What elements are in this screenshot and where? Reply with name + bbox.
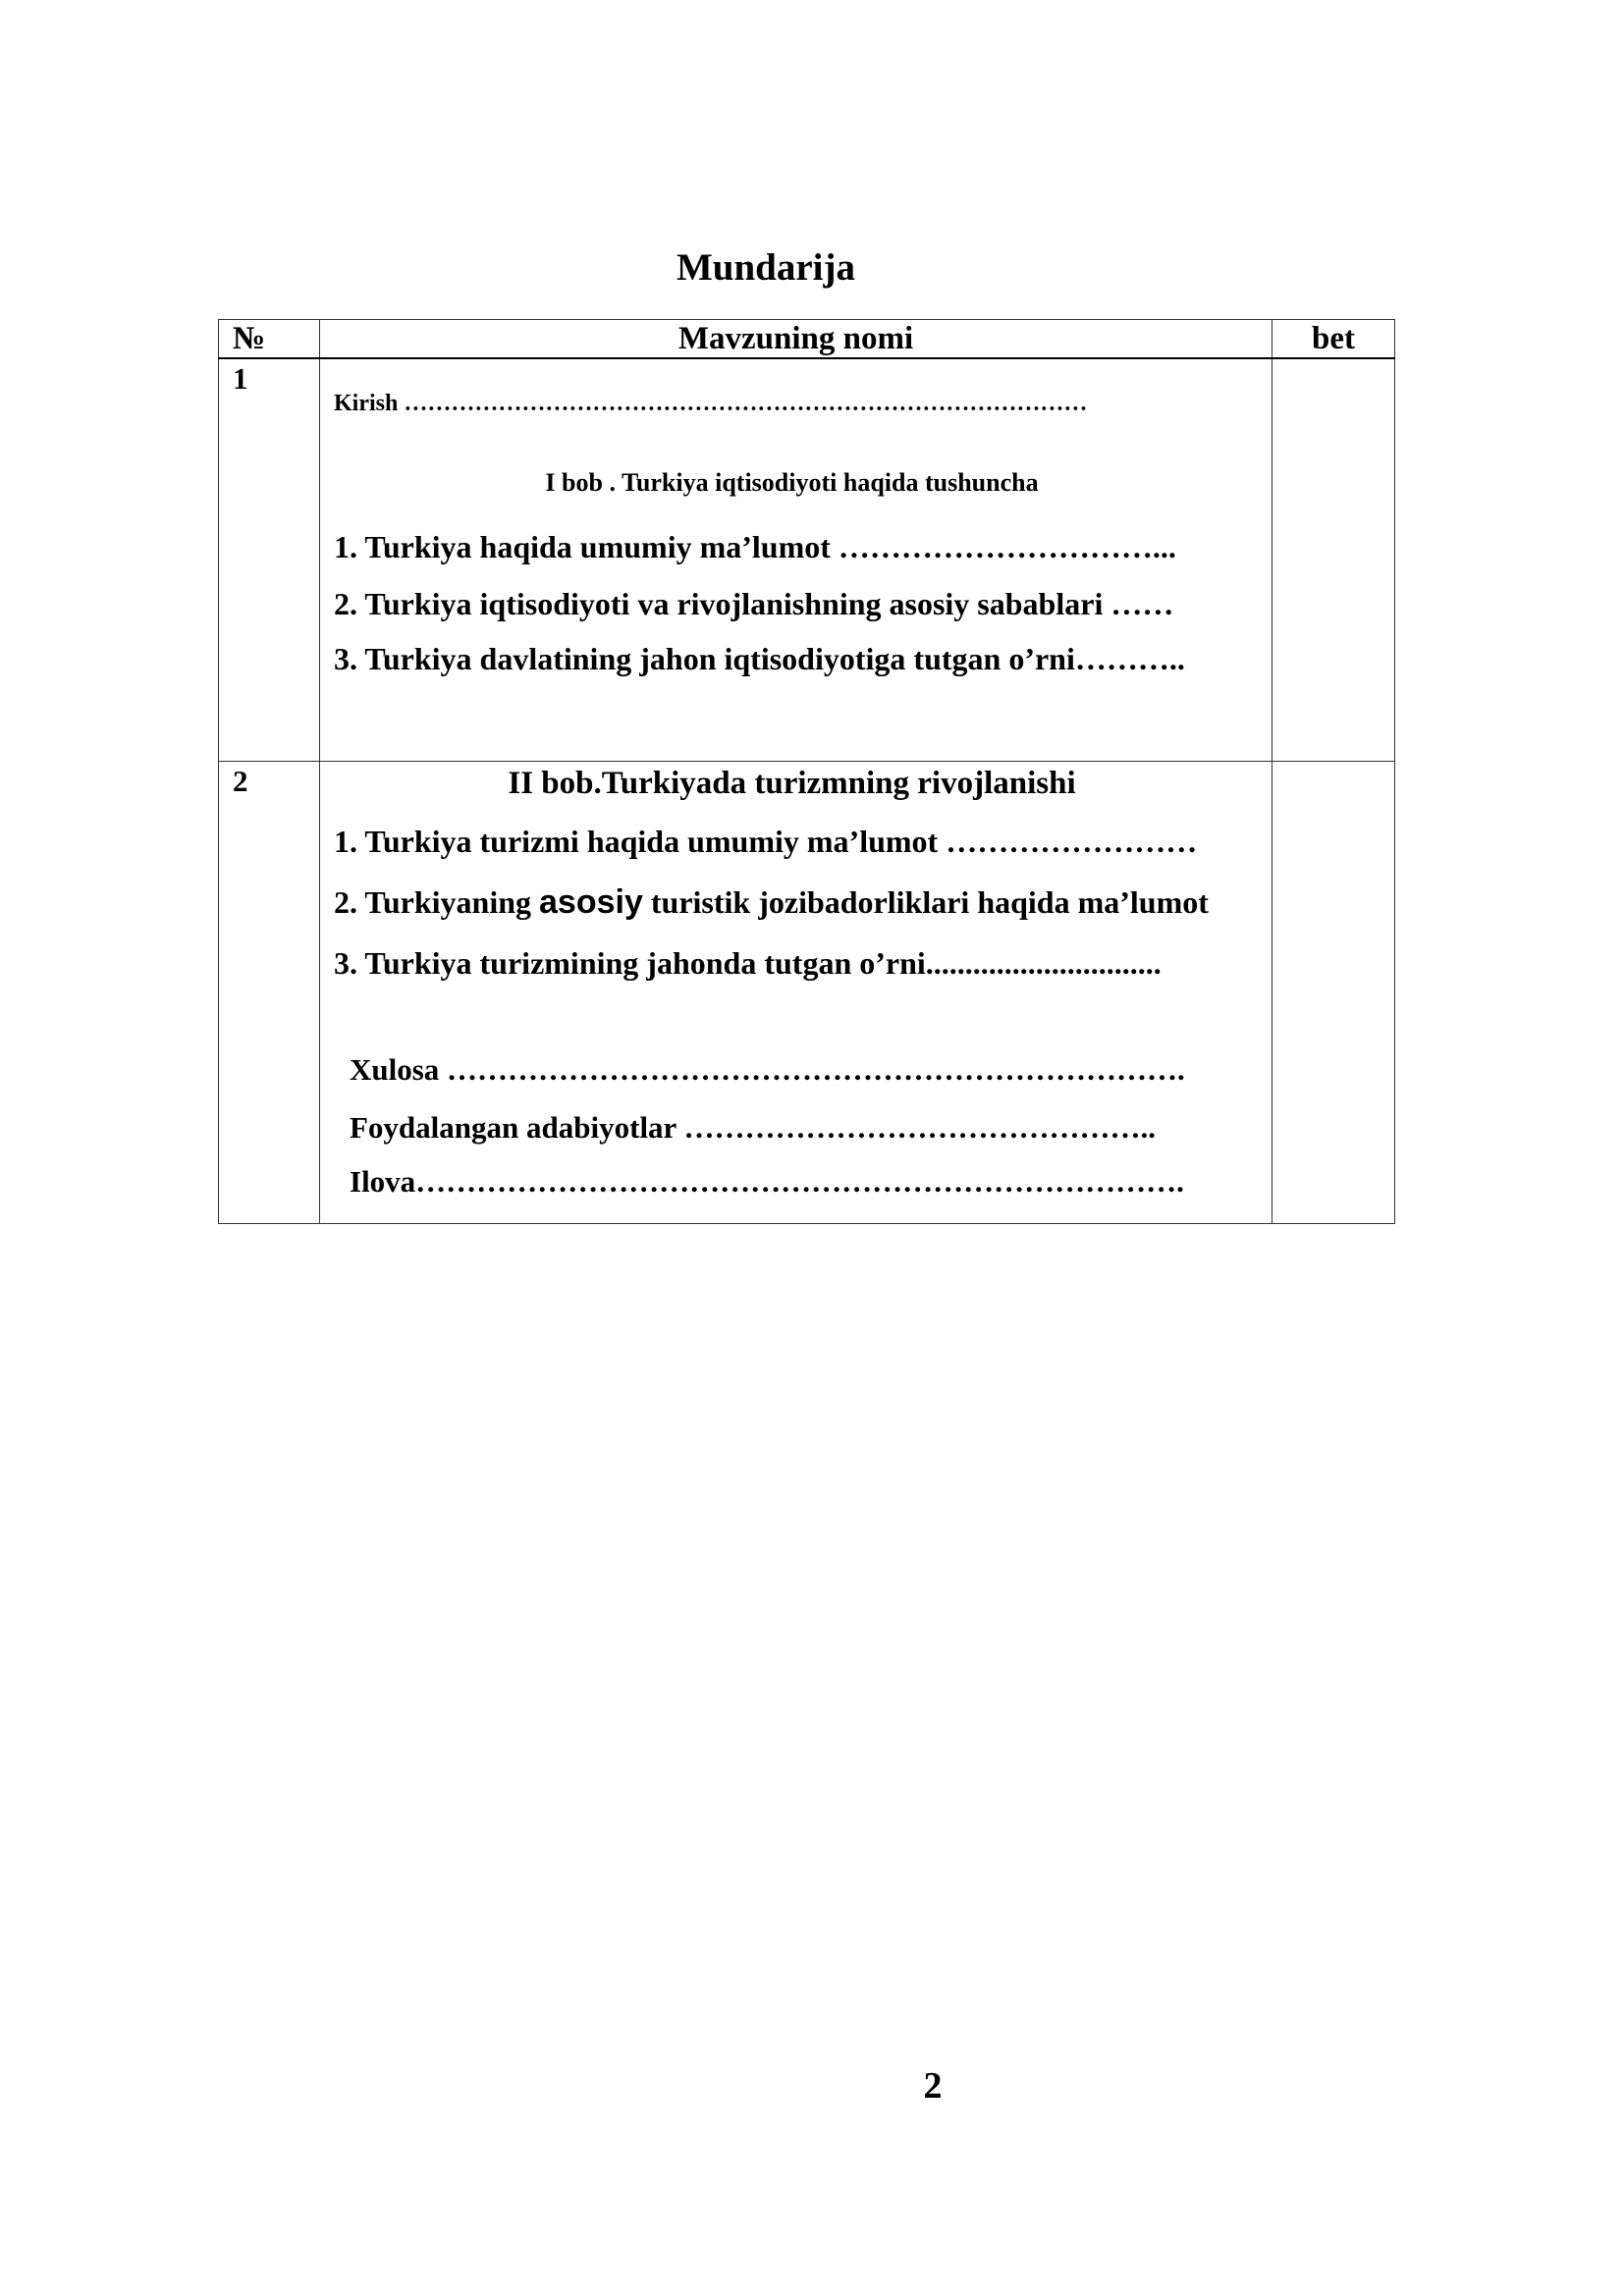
toc-entry: 1. Turkiya turizmi haqida umumiy ma’lumot …………………… [334, 823, 1198, 859]
row-page [1272, 761, 1395, 1223]
chapter-heading: II bob.Turkiyada turizmning rivojlanishi [508, 765, 1076, 801]
header-number: № [219, 320, 320, 359]
table-header-row [219, 320, 1395, 359]
page-number: 2 [923, 2065, 943, 2107]
toc-entry [334, 883, 1250, 922]
toc-entry-kirish: Kirish …………………………………………………………………………… [334, 391, 1088, 416]
row-content [320, 358, 1272, 761]
row-content [320, 761, 1272, 1223]
row-number: 1 [219, 358, 320, 761]
row-number: 2 [219, 761, 320, 1223]
header-page: bet [1272, 320, 1395, 359]
toc-entry-prefix: 2. Turkiyaning [334, 883, 539, 920]
toc-entry-suffix: turistik jozibadorliklari haqida ma’lumot [642, 883, 1209, 920]
chapter-heading: I bob . Turkiya iqtisodiyoti haqida tushuncha [545, 468, 1039, 497]
toc-entry-adabiyotlar: Foydalangan adabiyotlar ……………………………………….. [350, 1109, 1157, 1145]
toc-entry-xulosa: Xulosa ………………………………………………………………. [350, 1051, 1185, 1087]
page-title: Mundarija [676, 246, 855, 289]
toc-entry: 3. Turkiya turizmining jahonda tutgan o’rni.............................. [334, 944, 1162, 981]
row-page [1272, 358, 1395, 761]
header-topic: Mavzuning nomi [320, 320, 1272, 359]
table-row [219, 761, 1395, 1223]
table-of-contents [218, 319, 1395, 1224]
toc-entry: 1. Turkiya haqida umumiy ma’lumot …………………………... [334, 529, 1176, 564]
toc-entry: 2. Turkiya iqtisodiyoti va rivojlanishning asosiy sabablari …… [334, 586, 1174, 621]
toc-entry: 3. Turkiya davlatining jahon iqtisodiyotiga tutgan o’rni……….. [334, 641, 1185, 676]
table-row [219, 358, 1395, 761]
toc-entry-ilova: Ilova…………………………………………………………………. [350, 1163, 1184, 1199]
toc-entry-emphasis: asosiy [539, 882, 643, 921]
